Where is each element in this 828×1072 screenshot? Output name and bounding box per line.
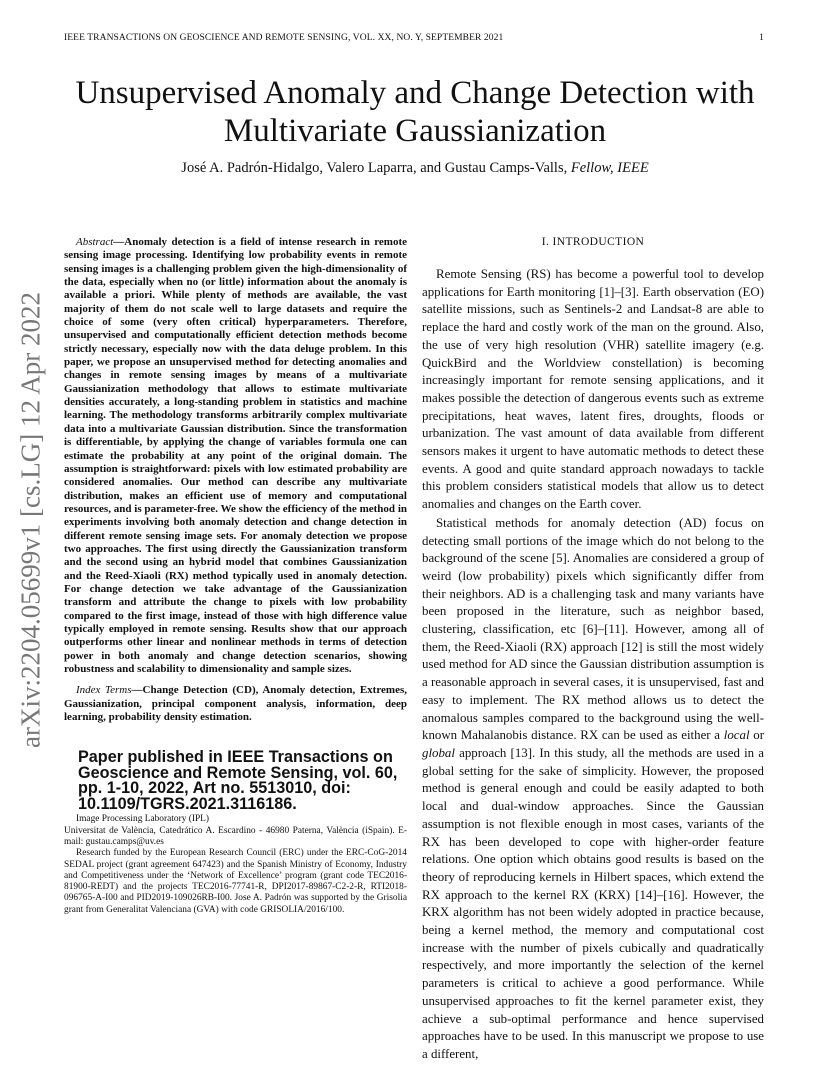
paper-title (64, 74, 766, 150)
index-terms-label: Index Terms (76, 684, 132, 697)
author-list (64, 160, 766, 177)
intro-paragraph-2 (422, 515, 764, 1064)
para2-local: local (723, 728, 750, 743)
journal-header: IEEE TRANSACTIONS ON GEOSCIENCE AND REMOTE SENSING, VOL. XX, NO. Y, SEPTEMBER 2021 (64, 33, 504, 43)
arxiv-stamp-container (8, 285, 53, 755)
running-header (64, 33, 764, 43)
para2-global: global (422, 745, 455, 760)
title-line-1: Unsupervised Anomaly and Change Detection with (75, 75, 755, 111)
page-number: 1 (759, 33, 764, 43)
authors-suffix: Fellow, IEEE (570, 160, 649, 176)
right-column (422, 236, 764, 1064)
abstract-text: —Anomaly detection is a field of intense research in remote sensing image processing. Identifying low probability events in remote sensing images is a challenging problem given the high-dimensionality of the data, especially when no (or little) information about the anomaly is available a priori. While plenty of methods are available, the vast majority of them do not scale well to large datasets and require the choice of some (very often critical) hyperparameters. Therefore, unsupervised and computationally efficient detection methods become strictly necessary, especially now with the data deluge problem. In this paper, we propose an unsupervised method for detecting anomalies and changes in remote sensing images by means of a multivariate Gaussianization methodology that allows to estimate multivariate densities accurately, a long-standing problem in statistics and machine learning. The methodology transforms arbitrarily complex multivariate data into a multivariate Gaussian distribution. Since the transformation is differentiable, by applying the change of variables formula one can estimate the probability at any point of the original domain. The assumption is straightforward: pixels with low estimated probability are considered anomalies. Our method can describe any multivariate distribution, makes an efficient use of memory and computational resources, and is parameter-free. We show the efficiency of the method in experiments involving both anomaly detection and change detection in different remote sensing image sets. For anomaly detection we propose two approaches. The first using directly the Gaussianization transform and the second using an hybrid model that combines Gaussianization and the Reed-Xiaoli (RX) method typically used in anomaly detection. For change detection we take advantage of the Gaussianization transform and attribute the change to pixels with low probability compared to the first image, instead of those with high difference value typically employed in remote sensing. Results show that our approach outperforms other linear and nonlinear methods in terms of detection power in both anomaly and change detection scenarios, showing robustness and scalability to dimensionality and sample sizes. (64, 236, 407, 675)
intro-paragraph-1: Remote Sensing (RS) has become a powerful tool to develop applications for Earth monitoring [1]–[3]. Earth observation (EO) satellite missions, such as Sentinels-2 and Landsat-8 are able to replace the hard and costly work of the man on the ground. Also, the use of very high resolution (VHR) satellite imagery (e.g. QuickBird and the Worldview constellation) is becoming increasingly important for remote sensing applications, and it makes possible the detection of dangerous events such as extreme precipitations, heat waves, latent fires, droughts, floods or urbanization. The vast amount of data available from different sensors makes it urgent to have automatic methods to detect these events. A good and quite standard approach nowadays to tackle this problem considers statistical models that allow us to detect anomalies and changes on the Earth cover. (422, 267, 764, 512)
footnote-affiliation-1: Image Processing Laboratory (IPL) (76, 814, 210, 825)
para2-part-b: approach [13]. In this study, all the methods are used in a global setting for the sake of simplicity. However, the proposed method is general enough and could be easily adapted to both local and dual-window approaches. Since the Gaussian assumption is not flexible enough in most cases, variants of the RX has been developed to cope with higher-order feature relations. One option which obtains good results is based on the theory of reproducing kernels in Hilbert spaces, which extend the RX approach to the kernel RX (KRX) [14]–[16]. However, the KRX algorithm has not been widely adopted in practice because, being a kernel method, the memory and computational cost increase with the number of pixels cubically and quadratically respectively, and more importantly the selection of the kernel parameters is critical to achieve a good performance. While unsupervised approaches to fit the kernel parameter exist, they achieve a sub-optimal performance and hence supervised approaches have to be used. In this manuscript we propose to use a different, (422, 745, 764, 1061)
arxiv-stamp[interactable]: arXiv:2204.05699v1 [cs.LG] 12 Apr 2022 (15, 292, 45, 748)
title-line-2: Multivariate Gaussianization (223, 113, 607, 149)
section-heading-introduction: I. INTRODUCTION (541, 236, 645, 248)
footnote-affiliation-2: Universitat de València, Catedrático A. Escardino - 46980 Paterna, València (iSpain). E-mail: gustau.camps@uv.es (64, 825, 407, 847)
para2-or: or (749, 728, 764, 743)
authors-names: José A. Padrón-Hidalgo, Valero Laparra, and Gustau Camps-Valls, (181, 160, 568, 176)
left-column (64, 236, 407, 916)
abstract (64, 236, 407, 676)
index-terms (64, 684, 407, 724)
abstract-label: Abstract (76, 236, 114, 248)
index-terms-text: —Change Detection (CD), Anomaly detection, Extremes, Gaussianization, principal component analysis, information, deep learning, probability density estimation. (64, 684, 407, 724)
publication-note: Paper published in IEEE Transactions on Geoscience and Remote Sensing, vol. 60, pp. 1-10, 2022, Art no. 5513010, doi: 10.1109/TGRS.2021.3116186. (78, 748, 398, 813)
para2-part-a: Statistical methods for anomaly detection (AD) focus on detecting small portions of the image which do not belong to the background of the scene [5]. Anomalies are considered a group of weird (low probability) pixels which significantly differ from their neighbors. AD is a challenging task and many variants have been proposed in the literature, such as neighbor based, clustering, classification, etc [6]–[11]. However, among all of them, the Reed-Xiaoli (RX) approach [12] is still the most widely used method for AD since the Gaussian distribution assumption is a reasonable approach in several cases, it is unsupervised, fast and easy to implement. The RX method allows us to detect the anomalous samples compared to the background using the well-known Mahalanobis distance. RX can be used as either a (422, 515, 764, 743)
footnote-funding: Research funded by the European Research Council (ERC) under the ERC-CoG-2014 SEDAL project (grant agreement 647423) and the Spanish Ministry of Economy, Industry and Competitiveness under the ‘Network of Excellence’ program (grant code TEC2016-81900-REDT) and the projects TEC2016-77741-R, DPI2017-89867-C2-2-R, RTI2018-096765-A-I00 and PID2019-109026RB-I00. Jose A. Padrón was supported by the Grisolia grant from Generalitat Valenciana (GVA) with code GRISOLIA/2016/100. (64, 848, 407, 915)
